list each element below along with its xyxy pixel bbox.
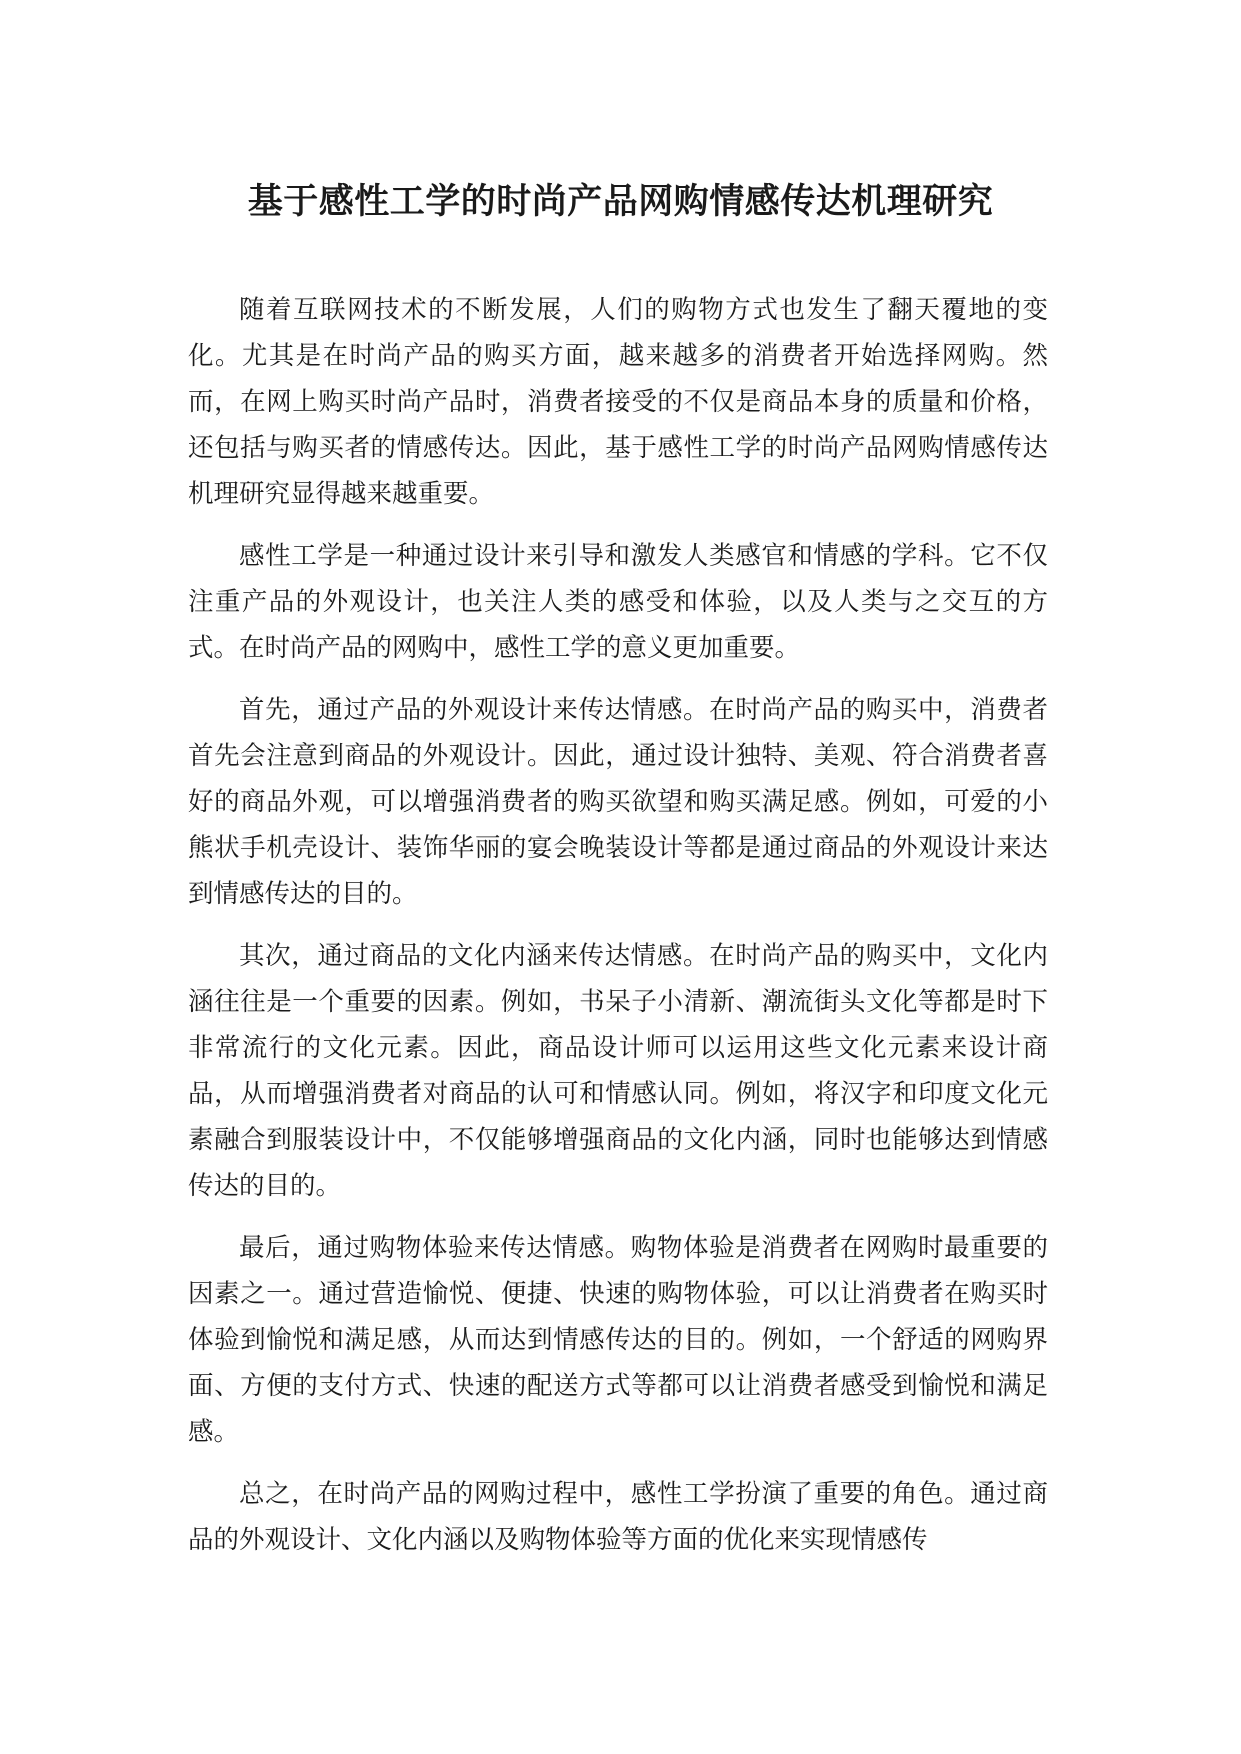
paragraph-conclusion: 总之，在时尚产品的网购过程中，感性工学扮演了重要的角色。通过商品的外观设计、文化内涵以及购物体验等方面的优化来实现情感传 xyxy=(188,1479,1048,1555)
paragraph-appearance-design: 首先，通过产品的外观设计来传达情感。在时尚产品的购买中，消费者首先会注意到商品的外观设计。因此，通过设计独特、美观、符合消费者喜好的商品外观，可以增强消费者的购买欲望和购买满足感。例如，可爱的小熊状手机壳设计、装饰华丽的宴会晚装设计等都是通过商品的外观设计来达到情感传达的目的。 xyxy=(188,695,1048,909)
document-body xyxy=(188,287,1048,1579)
document-title: 基于感性工学的时尚产品网购情感传达机理研究 xyxy=(247,182,994,222)
paragraph-cultural-connotation: 其次，通过商品的文化内涵来传达情感。在时尚产品的购买中，文化内涵往往是一个重要的因素。例如，书呆子小清新、潮流街头文化等都是时下非常流行的文化元素。因此，商品设计师可以运用这些文化元素来设计商品，从而增强消费者对商品的认可和情感认同。例如，将汉字和印度文化元素融合到服装设计中，不仅能够增强商品的文化内涵，同时也能够达到情感传达的目的。 xyxy=(188,941,1048,1201)
paragraph-kansei-definition: 感性工学是一种通过设计来引导和激发人类感官和情感的学科。它不仅注重产品的外观设计，也关注人类的感受和体验，以及人类与之交互的方式。在时尚产品的网购中，感性工学的意义更加重要。 xyxy=(188,541,1048,663)
paragraph-intro: 随着互联网技术的不断发展，人们的购物方式也发生了翻天覆地的变化。尤其是在时尚产品的购买方面，越来越多的消费者开始选择网购。然而，在网上购买时尚产品时，消费者接受的不仅是商品本身的质量和价格，还包括与购买者的情感传达。因此，基于感性工学的时尚产品网购情感传达机理研究显得越来越重要。 xyxy=(188,295,1048,509)
paragraph-shopping-experience: 最后，通过购物体验来传达情感。购物体验是消费者在网购时最重要的因素之一。通过营造愉悦、便捷、快速的购物体验，可以让消费者在购买时体验到愉悦和满足感，从而达到情感传达的目的。例如，一个舒适的网购界面、方便的支付方式、快速的配送方式等都可以让消费者感受到愉悦和满足感。 xyxy=(188,1233,1048,1447)
